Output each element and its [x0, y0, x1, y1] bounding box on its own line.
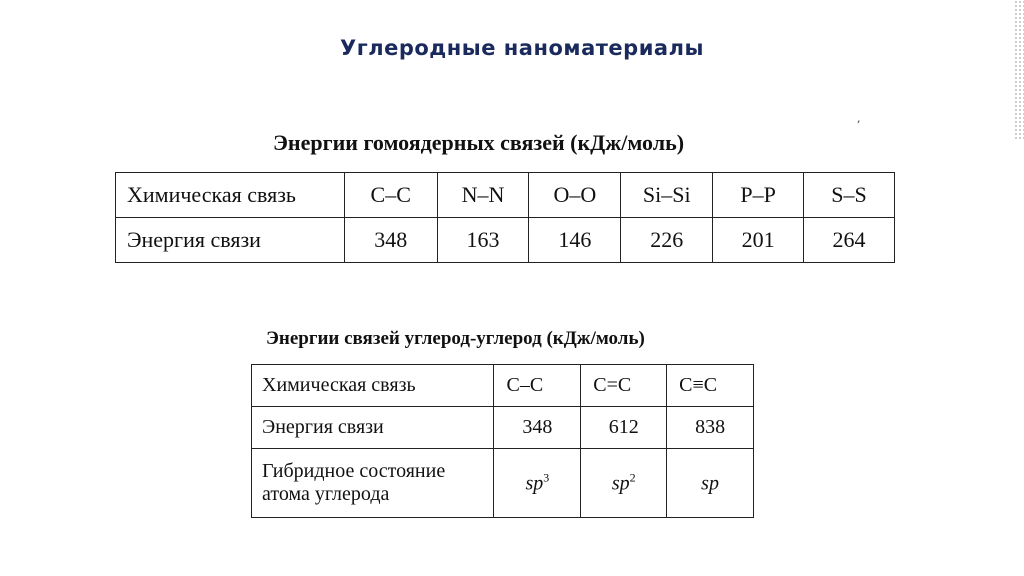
bond-cell: S–S	[804, 173, 895, 218]
hyb-base: sp	[611, 472, 630, 495]
hyb-exponent: 2	[629, 470, 636, 485]
energy-cell: 146	[529, 218, 621, 263]
energy-cell: 226	[621, 218, 713, 263]
row-label-line: атома углерода	[262, 483, 390, 505]
row-label-energy: Энергия связи	[252, 407, 494, 449]
bond-cell: Si–Si	[621, 173, 713, 218]
slide-title: Углеродные наноматериалы	[340, 36, 704, 60]
slide-edge-pattern	[1014, 0, 1024, 140]
energy-cell: 264	[804, 218, 895, 263]
homonuclear-bond-energy-table	[115, 172, 895, 263]
energy-cell: 838	[667, 407, 754, 449]
hybridization-cell	[667, 449, 754, 518]
table-row	[252, 365, 754, 407]
bond-cell: C≡C	[667, 365, 754, 407]
energy-cell: 612	[581, 407, 667, 449]
energy-cell: 201	[713, 218, 804, 263]
energy-cell: 163	[437, 218, 529, 263]
bond-cell: C=C	[581, 365, 667, 407]
table1-caption: Энергии гомоядерных связей (кДж/моль)	[273, 130, 685, 155]
row-label-hybridization	[252, 449, 494, 518]
energy-cell: 348	[494, 407, 581, 449]
row-label-bond: Химическая связь	[116, 173, 345, 218]
hyb-base: sp	[525, 472, 544, 495]
bond-cell: N–N	[437, 173, 529, 218]
hyb-exponent: 3	[543, 470, 550, 485]
table-row	[116, 218, 895, 263]
table-row	[252, 407, 754, 449]
bond-cell: P–P	[713, 173, 804, 218]
row-label-energy: Энергия связи	[116, 218, 345, 263]
table-row	[252, 449, 754, 518]
stray-mark: ,	[857, 112, 861, 125]
hybridization-cell	[494, 449, 581, 518]
energy-cell: 348	[344, 218, 437, 263]
bond-cell: C–C	[344, 173, 437, 218]
table-row	[116, 173, 895, 218]
row-label-bond: Химическая связь	[252, 365, 494, 407]
table2-caption: Энергии связей углерод-углерод (кДж/моль)	[266, 328, 645, 349]
carbon-carbon-bond-energy-table	[251, 364, 754, 518]
hybridization-cell	[581, 449, 667, 518]
bond-cell: C–C	[494, 365, 581, 407]
hyb-base: sp	[701, 472, 719, 495]
row-label-line: Гибридное состояние	[262, 460, 446, 482]
bond-cell: O–O	[529, 173, 621, 218]
